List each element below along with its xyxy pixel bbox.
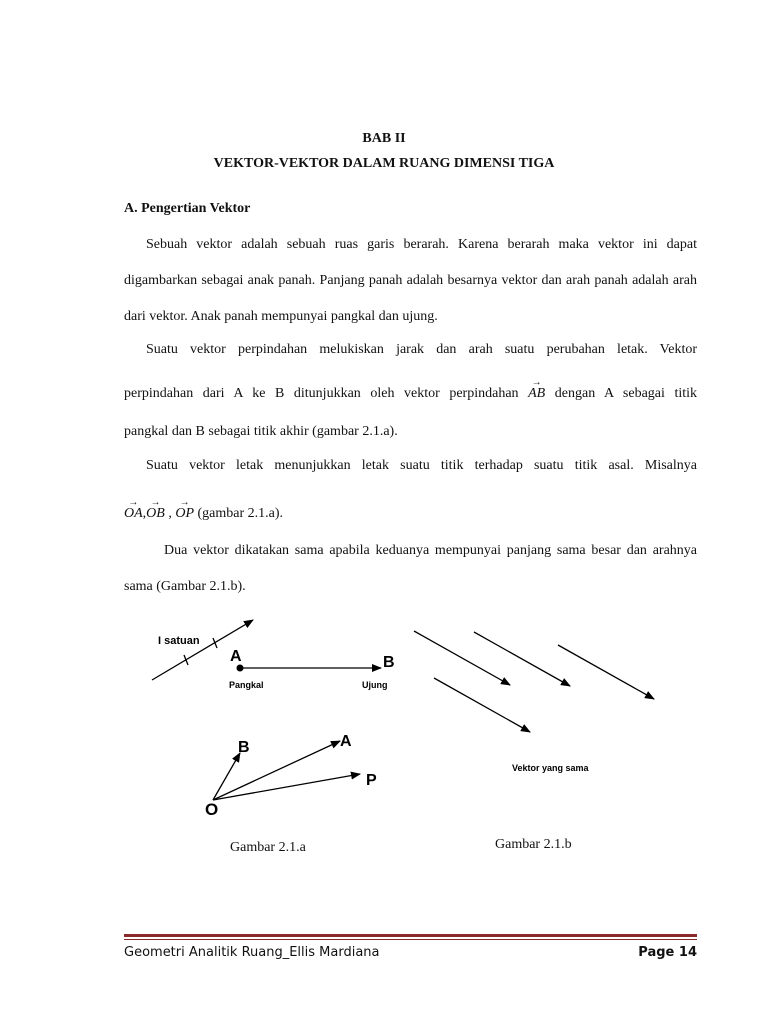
position-text-rest: (gambar 2.1.a). — [197, 506, 284, 521]
chapter-number: BAB II — [362, 131, 406, 146]
vector-ab: → AB — [528, 386, 545, 402]
equal-vector-4 — [434, 678, 530, 732]
caption-figure-a: Gambar 2.1.a — [230, 840, 306, 855]
label-vektor-sama: Vektor yang sama — [512, 763, 589, 773]
vector-ob: → OB — [146, 506, 165, 522]
paragraph-position-line1: Suatu vektor letak menunjukkan letak suatu titik terhadap suatu titik asal. Misalnya — [146, 458, 697, 473]
footer-document-title: Geometri Analitik Ruang_Ellis Mardiana — [124, 945, 380, 960]
paragraph-displacement-line3: pangkal dan B sebagai titik akhir (gambar 2.1.a). — [124, 424, 398, 439]
equal-vector-1 — [414, 631, 510, 685]
label-satuan: I satuan — [158, 635, 200, 647]
displacement-text-b: dengan A sebagai titik — [554, 386, 698, 401]
equal-vector-3 — [558, 645, 654, 699]
vector-oa: → OA — [124, 506, 143, 522]
vector-oa-arrow — [213, 741, 340, 800]
separator-2: , — [164, 506, 172, 521]
label-b-position: B — [238, 739, 250, 756]
label-a: A — [230, 648, 242, 665]
label-a-position: A — [340, 733, 352, 750]
displacement-text-a: perpindahan dari A ke B ditunjukkan oleh vektor perpindahan — [124, 386, 519, 401]
caption-figure-b: Gambar 2.1.b — [495, 837, 572, 852]
label-p-position: P — [366, 772, 377, 789]
separator-1: , — [142, 506, 147, 521]
footer-page-number: Page 14 — [638, 945, 697, 960]
section-heading: A. Pengertian Vektor — [124, 201, 251, 216]
label-b: B — [383, 654, 395, 671]
vector-ob-arrow — [213, 753, 240, 800]
paragraph-displacement-line1: Suatu vektor perpindahan melukiskan jarak dan arah suatu perubahan letak. Vektor — [146, 342, 697, 357]
equal-vector-2 — [474, 632, 570, 686]
footer-divider — [124, 934, 697, 937]
vector-op: → OP — [175, 506, 194, 522]
chapter-title: VEKTOR-VEKTOR DALAM RUANG DIMENSI TIGA — [213, 156, 555, 171]
vector-op-arrow — [213, 774, 360, 800]
paragraph-equal-vectors: Dua vektor dikatakan sama apabila keduanya mempunyai panjang sama besar dan arahnya sama (Gambar 2.1.b). — [124, 543, 697, 594]
footer-divider-thin — [124, 939, 697, 940]
paragraph-definition: Sebuah vektor adalah sebuah ruas garis berarah. Karena berarah maka vektor ini dapat digambarkan sebagai anak panah. Panjang panah adalah besarnya vektor dan arah panah adalah arah dari vektor. Anak panah mempunyai pangkal dan ujung. — [124, 237, 697, 324]
label-o: O — [205, 800, 219, 819]
label-pangkal: Pangkal — [229, 680, 264, 690]
label-ujung: Ujung — [362, 680, 388, 690]
